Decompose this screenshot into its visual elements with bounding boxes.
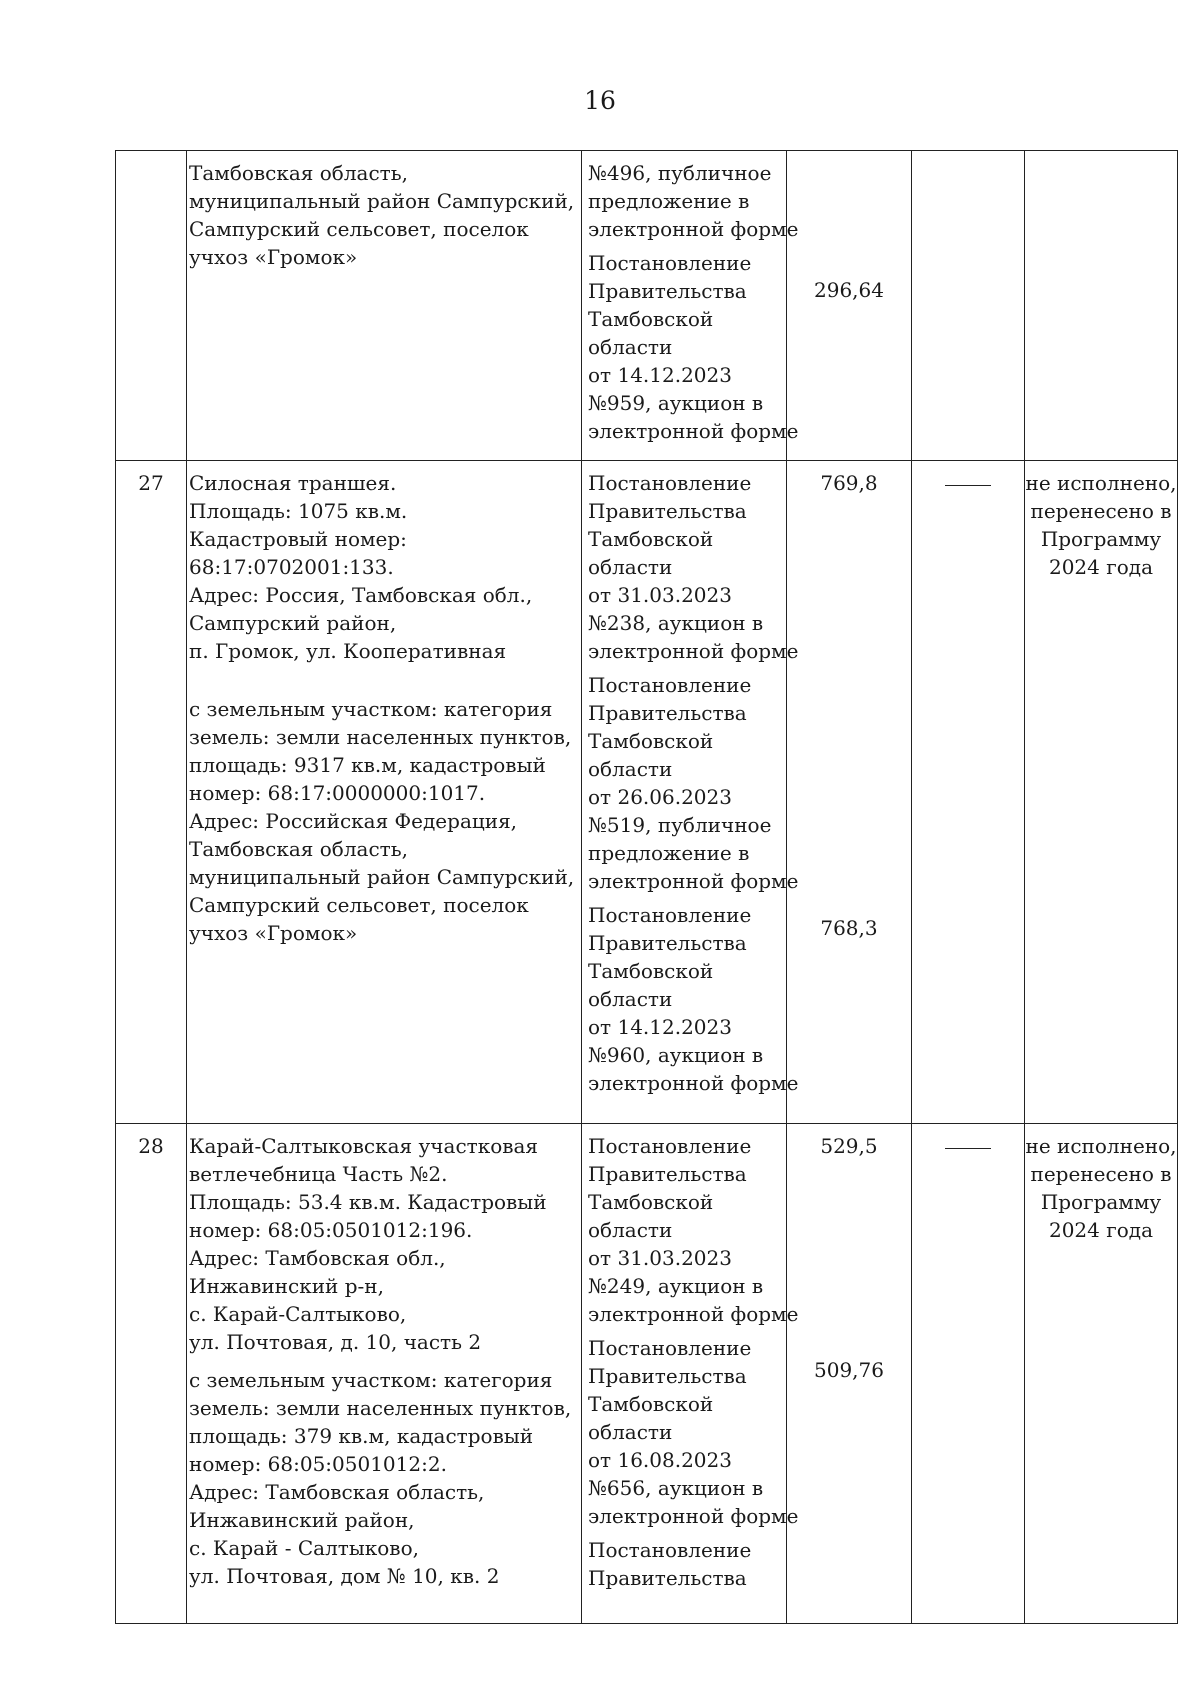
description-paragraph: с земельным участком: категория земель: земли населенных пунктов, площадь: 9317 кв.м, кадастровый номер: 68:17:0000000:1017. Адрес: Российская Федерация, Тамбовская область, муниципальный район Сампурский, Сампурский сельсовет, поселок учхоз «Громок» (189, 697, 575, 945)
row-number (116, 151, 187, 461)
legal-documents (582, 151, 799, 461)
object-description (187, 1124, 582, 1624)
page-number: 16 (584, 86, 616, 115)
price-value: 768,3 (820, 916, 878, 940)
table-row (116, 1124, 1178, 1624)
table-row (116, 151, 1178, 461)
legal-documents (582, 1124, 799, 1624)
object-description (187, 461, 582, 1124)
dash-mark (945, 1148, 991, 1149)
result-cell (912, 1124, 1025, 1624)
description-paragraph: Тамбовская область, муниципальный район Сампурский, Сампурский сельсовет, поселок учхоз «Громок» (189, 161, 575, 269)
legal-document: №496, публичное предложение в электронной форме (588, 161, 799, 241)
legal-document: Постановление Правительства Тамбовской области от 26.06.2023 №519, публичное предложение в электронной форме (588, 673, 799, 893)
result-cell (912, 151, 1025, 461)
price-value: 509,76 (814, 1358, 884, 1382)
legal-documents (582, 461, 799, 1124)
status-cell: не исполнено, перенесено в Программу 2024 года (1025, 1124, 1178, 1624)
price-cell (787, 151, 912, 461)
price-cell (787, 461, 912, 1124)
table-row (116, 461, 1178, 1124)
status-cell (1025, 151, 1178, 461)
price-value: 296,64 (814, 278, 884, 302)
row-number: 27 (116, 461, 187, 1124)
row-number: 28 (116, 1124, 187, 1624)
legal-document: Постановление Правительства Тамбовской области от 31.03.2023 №238, аукцион в электронной форме (588, 471, 799, 663)
description-paragraph: с земельным участком: категория земель: земли населенных пунктов, площадь: 379 кв.м, кадастровый номер: 68:05:0501012:2. Адрес: Тамбовская область, Инжавинский район, с. Карай - Салтыково, ул. Почтовая, дом № 10, кв. 2 (189, 1368, 572, 1588)
status-cell: не исполнено, перенесено в Программу 2024 года (1025, 461, 1178, 1124)
legal-document: Постановление Правительства Тамбовской области от 14.12.2023 №959, аукцион в электронной форме (588, 251, 799, 443)
price-cell (787, 1124, 912, 1624)
legal-document: Постановление Правительства Тамбовской области от 14.12.2023 №960, аукцион в электронной форме (588, 903, 799, 1095)
program-table (115, 150, 1178, 1624)
legal-document: Постановление Правительства (588, 1538, 752, 1590)
price-value: 769,8 (820, 471, 878, 495)
object-description (187, 151, 582, 461)
legal-document: Постановление Правительства Тамбовской области от 31.03.2023 №249, аукцион в электронной форме (588, 1134, 799, 1326)
description-paragraph: Силосная траншея. Площадь: 1075 кв.м. Кадастровый номер: 68:17:0702001:133. Адрес: Россия, Тамбовская обл., Сампурский район, п. Громок, ул. Кооперативная (189, 471, 533, 663)
legal-document: Постановление Правительства Тамбовской области от 16.08.2023 №656, аукцион в электронной форме (588, 1336, 799, 1528)
dash-mark (945, 485, 991, 486)
price-value: 529,5 (820, 1134, 878, 1158)
result-cell (912, 461, 1025, 1124)
description-paragraph: Карай-Салтыковская участковая ветлечебница Часть №2. Площадь: 53.4 кв.м. Кадастровый номер: 68:05:0501012:196. Адрес: Тамбовская обл., Инжавинский р-н, с. Карай-Салтыково, ул. Почтовая, д. 10, часть 2 (189, 1134, 547, 1354)
